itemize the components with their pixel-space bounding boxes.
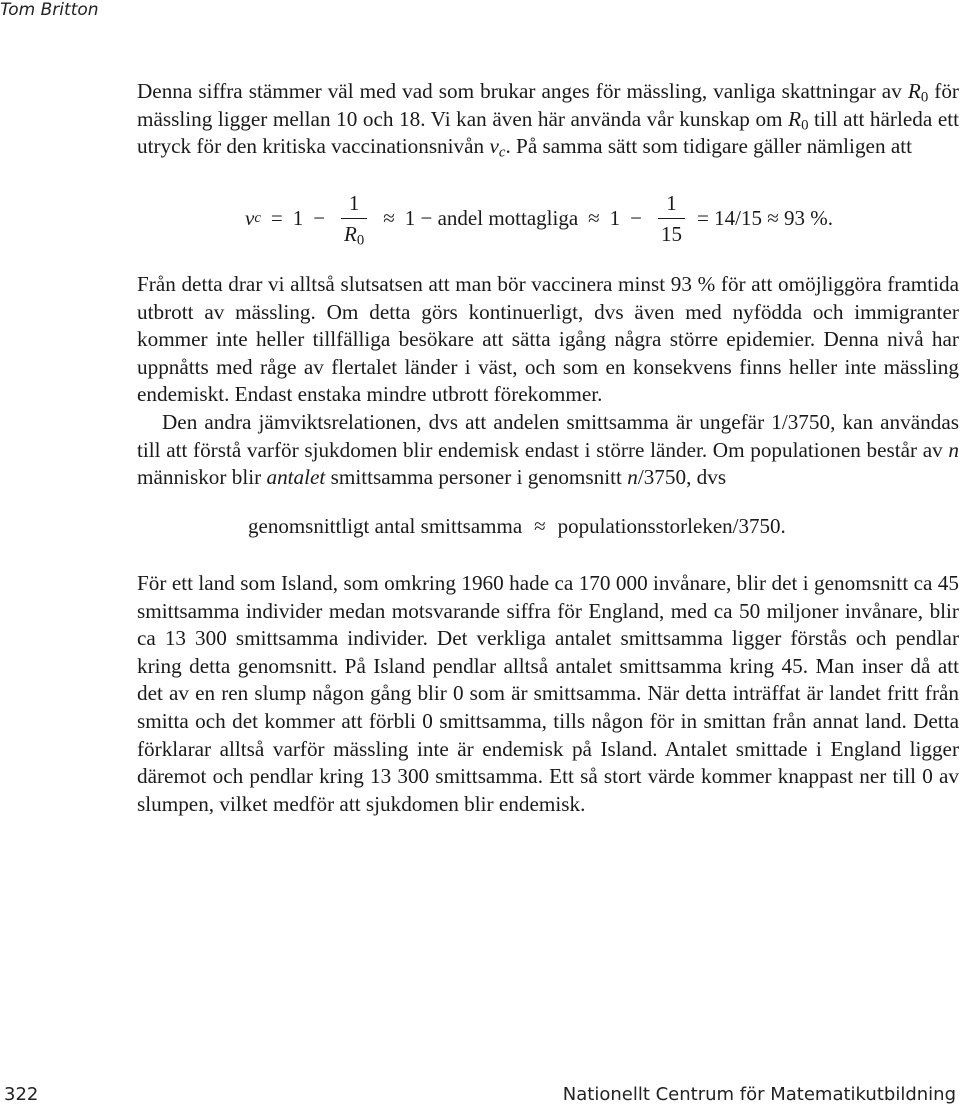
paragraph-1-text-a: Denna siffra stämmer väl med vad som brukar anges för mässling, vanliga skattningar av <box>137 79 908 103</box>
paragraph-1-text-c: till att härleda ett utryck för den kritiska vaccinationsnivån <box>137 106 959 159</box>
paragraph-3-text: För ett land som Island, som omkring 1960 hade ca 170 000 invånare, blir det i genomsnitt ca 45 smittsamma individer medan motsvarande siffra för England, med ca 50 miljoner invånare, blir ca 13 300 smittsamma individer. Det verkliga antalet smittsamma ligger förstås och pendlar kring detta genomsnitt. På Island pendlar alltså antalet smittsamma kring 45. Man inser då att det av en ren slump någon gång blir 0 som är smittsamma. När detta inträffat är landet fritt från smitta och det kommer att förbli 0 smittsamma, tills någon för in smittan från annat land. Detta förklarar alltså varför mässling inte är endemisk på Island. Antalet smittade i England ligger däremot och pendlar kring 13 300 smittsamma. Ett så stort värde kommer knappast ner till 0 av slumpen, vilket medför att sjukdomen blir endemisk. <box>137 571 959 816</box>
paragraph-1 <box>137 78 959 161</box>
equation-lhs-var: v <box>245 205 255 230</box>
paragraph-1-text-d: . På samma sätt som tidigare gäller nämligen att <box>505 134 913 159</box>
symbol-r: R <box>907 79 921 103</box>
paragraph-2 <box>137 271 959 492</box>
paragraph-2b-text-c: smittsamma personer i genomsnitt <box>325 465 628 490</box>
emphasis-antalet: antalet <box>266 465 326 490</box>
equals-sign: = <box>270 205 283 230</box>
minus-sign: − <box>630 205 643 230</box>
equation-2-left: genomsnittligt antal smittsamma <box>248 514 523 538</box>
equation-middle-term: 1 − andel mottagliga <box>404 205 579 230</box>
equation-one: 1 <box>292 205 304 230</box>
equation-one-b: 1 <box>609 205 621 230</box>
paragraph-2b-text-b: människor blir <box>137 465 267 490</box>
header-author: Tom Britton <box>0 0 99 20</box>
symbol-v: v <box>489 134 499 159</box>
approx-sign: ≈ <box>383 205 395 230</box>
paragraph-2b-text-d: /3750, dvs <box>637 465 727 490</box>
symbol-n: n <box>948 437 959 462</box>
paragraph-3 <box>137 570 959 818</box>
equation-2-right: populationsstorleken/3750. <box>557 514 786 538</box>
footer-organization: Nationellt Centrum för Matematikutbildning <box>562 1084 956 1105</box>
paragraph-2-text: Från detta drar vi alltså slutsatsen att man bör vaccinera minst 93 % för att omöjliggöra framtida utbrott av mässling. Om detta görs kontinuerligt, dvs även med nyfödda och immigranter kommer inte heller tillfälliga besökare att sätta igång några större epidemier. Denna nivå har uppnåtts med råge av flertalet länder i väst, och som en konsekvens finns heller inte mässling endemiskt. Endast enstaka mindre utbrott förekommer. <box>137 272 959 407</box>
paragraph-1-text-b: för mässling ligger mellan 10 och 18. Vi kan även här använda vår kunskap om <box>137 79 959 131</box>
fraction-one-over-r0 <box>341 190 367 247</box>
equation-result: = 14/15 ≈ 93 %. <box>697 205 833 230</box>
symbol-v-subscript: c <box>498 144 506 161</box>
fraction-numerator: 1 <box>666 190 677 215</box>
fraction-one-over-fifteen <box>658 190 685 247</box>
fraction-numerator: 1 <box>348 190 360 215</box>
denominator-r-subscript: 0 <box>356 232 365 249</box>
fraction-denominator: 15 <box>658 218 685 247</box>
paragraph-2b <box>137 409 959 492</box>
paragraph-2b-text-a: Den andra jämviktsrelationen, dvs att andelen smittsamma är ungefär 1/3750, kan användas till att förstå varför sjukdomen blir endemisk endast i större länder. Om populationen består av <box>137 409 959 462</box>
symbol-r-subscript: 0 <box>920 89 929 106</box>
denominator-r: R <box>344 221 357 246</box>
approx-sign: ≈ <box>588 205 600 230</box>
symbol-r: R <box>788 106 802 131</box>
symbol-n: n <box>627 465 638 490</box>
equation-average-infectious <box>248 514 786 539</box>
symbol-r-subscript: 0 <box>801 117 809 134</box>
equation-vaccination-level: v c = 1 − $\frac{1}{R_0}$ ≈ 1 − andel mottagliga ≈ 1 − $\frac{1}{15}$ = 14/15 ≈ 93 %. <box>245 190 833 249</box>
fraction-denominator <box>341 218 367 247</box>
minus-sign: − <box>313 205 326 230</box>
approx-sign: ≈ <box>534 514 546 538</box>
page-number: 322 <box>4 1084 39 1105</box>
